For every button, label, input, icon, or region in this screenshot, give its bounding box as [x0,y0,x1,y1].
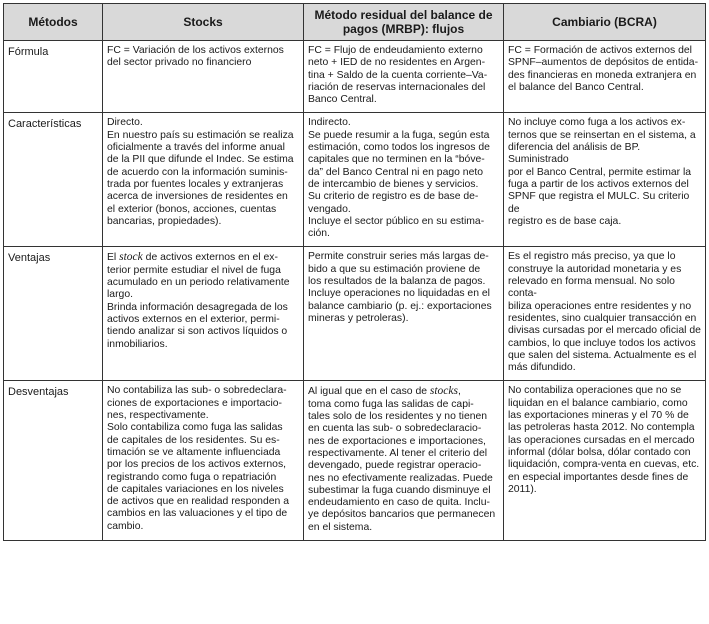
text-line [107,251,299,264]
text-line: Incluye operaciones no liquidadas en el [308,288,490,300]
text-line: en el sistema. [308,521,373,533]
text-line: tales solo de los residentes y no tienen [308,411,488,423]
table-row-desventajas [4,381,706,541]
text-line: Directo. [107,117,143,129]
text-line: de acuerdo con la información suminis- [107,166,288,178]
text-line: de activos que en realidad responden a [107,496,289,508]
text-line: Banco Central. [308,94,377,106]
text-line: nes de exportaciones e importaciones, [308,435,486,447]
text-line: las exportaciones mineras y el 70 % de [508,410,689,422]
header-stocks: Stocks [103,4,304,41]
text-line: FC = Variación de los activos externos [107,45,284,56]
text-line: Brinda información desagregada de los [107,301,288,313]
desventajas-mrbp-cell [304,381,504,541]
text-line: las petroleras hasta 2012. No contempla [508,422,695,434]
text-fragment: de activos externos en el ex- [142,252,278,264]
text-line: residentes, sino cualquier transacción en [508,312,697,324]
text-line: acumulado en un periodo relativamente [107,277,290,289]
text-line: cambios en las valuaciones y el tipo de [107,508,288,520]
text-line: balance cambiario (p. ej.: exportaciones [308,300,492,312]
text-line: oficialmente a través del informe anual [107,142,285,154]
text-line: Indirecto. [308,117,351,129]
text-line: respectivamente. Al tener el criterio del [308,447,488,459]
caracteristicas-mrbp-cell [304,113,504,247]
text-line: registrando como fuga o repatriación [107,471,277,483]
text-line: No incluye como fuga a los activos ex- [508,117,686,129]
text-line: riación de reservas internacionales del [308,81,486,93]
text-line: endeudamiento en caso de quita. Inclu- [308,497,490,509]
text-fragment: El [107,252,120,264]
text-line: cambios, lo que incluye todos los activos [508,337,696,349]
desventajas-stocks-cell [103,381,304,541]
text-line: Solo contabiliza como fuga las salidas [107,422,283,434]
text-line: No contabiliza las sub- o sobredeclara- [107,385,287,397]
text-line: de capitales de los residentes. Su es- [107,434,280,446]
row-label-caracteristicas: Características [4,113,103,247]
text-line: cambio. [107,520,144,532]
table-row-formula [4,41,706,113]
text-line: relevado en forma mensual. No solo conta- [508,276,675,300]
text-line: diferencia del análisis de BP. Suministrado [508,142,641,166]
text-line: vengado. [308,203,351,215]
italic-term: stock [119,251,143,264]
text-line: fuga a partir de los activos externos del [508,178,689,190]
formula-stocks-cell [103,41,304,113]
text-line: acerca de inversiones de residentes en [107,191,288,203]
text-line: bancarias, propiedades). [107,215,222,227]
text-line: tina + Saldo de la cuenta corriente–Va- [308,69,488,81]
text-line: de intercambio de bienes y servicios. [308,178,479,190]
text-line: en especial importantes desde fines de [508,471,689,483]
text-line: nes no efectivamente realizadas. Puede [308,472,493,484]
text-line: liquidan en el balance cambiario, como [508,397,688,409]
formula-cambiario-cell [504,41,706,113]
text-line: biliza operaciones entre residentes y no [508,300,692,312]
text-line: de capitales variaciones en los niveles [107,483,284,495]
text-line: liquidación, compra-venta en cuevas, etc. [508,459,700,471]
text-line: Su criterio de registro es de base de- [308,191,479,203]
text-line: nes, respectivamente. [107,410,209,422]
ventajas-mrbp-cell [304,247,504,381]
table-header-row [4,4,706,41]
italic-term: stocks [429,385,458,398]
text-fragment: , [458,386,461,398]
ventajas-cambiario-cell [504,247,706,381]
text-line: neto + IED de no residentes en Argen- [308,57,486,69]
ventajas-stocks-cell [103,247,304,381]
row-label-ventajas: Ventajas [4,247,103,381]
text-line: bido a que su estimación proviene de [308,263,481,275]
text-line: en cuenta las sub- o sobredeclaracio- [308,423,482,435]
row-label-formula: Fórmula [4,41,103,113]
text-line: En nuestro país su estimación se realiza [107,129,294,141]
text-line: los resultados de la balanza de pagos. [308,276,486,288]
text-line: por el Banco Central, permite estimar la [508,166,692,178]
text-line: que salen del sistema. Actualmente es el [508,349,697,361]
text-line: mineras y petroleras). [308,312,409,324]
text-fragment: Al igual que en el caso de [308,386,430,398]
text-line: divisas cursadas por el mercado oficial de [508,325,701,337]
text-line: de la PII que difunde el Indec. Se estima [107,154,294,166]
text-line: No contabiliza operaciones que no se [508,385,682,397]
header-metodos: Métodos [4,4,103,41]
text-line: 2011). [508,483,537,495]
text-line: más difundido. [508,362,576,374]
text-line: terior permite estudiar el nivel de fuga [107,264,281,276]
text-line: activos externos en el exterior, permi- [107,313,280,325]
row-label-desventajas: Desventajas [4,381,103,541]
methods-comparison-table [3,3,706,541]
text-line: toma como fuga las salidas de capi- [308,398,474,410]
text-line: Se puede resumir a la fuga, según esta [308,129,490,141]
formula-mrbp-cell [304,41,504,113]
text-line: inmobiliarios. [107,338,168,350]
text-line: subestimar la fuga cuando disminuye el [308,484,491,496]
header-cambiario: Cambiario (BCRA) [504,4,706,41]
text-line [308,385,499,398]
text-line: Incluye el sector público en su estima- [308,215,485,227]
text-line: ternos que se reinsertan en el sistema, a [508,129,696,141]
table-row-caracteristicas [4,113,706,247]
text-line: timación se ve altamente influenciada [107,446,281,458]
comparison-table-wrapper [3,3,705,541]
text-line: Es el registro más preciso, ya que lo [508,251,676,263]
text-line: registro es de base caja. [508,215,622,227]
text-line: Permite construir series más largas de- [308,251,489,263]
text-line: por los precios de los activos externos, [107,459,287,471]
text-line: ye depósitos bancarios que permanecen [308,509,496,521]
text-line: del sector privado no financiero [107,57,252,69]
text-line: FC = Flujo de endeudamiento externo [308,45,483,56]
text-line: largo. [107,289,133,301]
text-line: ción. [308,228,330,240]
text-line: capitales que no terminen en la “bóve- [308,154,485,166]
text-line: estimación, como todos los ingresos de [308,142,490,154]
text-line: da” del Banco Central ni en pago neto [308,166,484,178]
text-line: las operaciones cursadas en el mercado [508,434,695,446]
text-line: devengado, puede registrar operacio- [308,460,482,472]
caracteristicas-stocks-cell [103,113,304,247]
text-line: el balance del Banco Central. [508,81,644,93]
header-mrbp: Método residual del balance de pagos (MRBP): flujos [304,4,504,41]
text-line: SPNF que registra el MULC. Su criterio de [508,191,690,215]
text-line: FC = Formación de activos externos del [508,45,692,56]
text-line: el exterior (bonos, acciones, cuentas [107,203,277,215]
text-line: trada por fuentes locales y extranjeras [107,178,284,190]
text-line: SPNF–aumentos de depósitos de entida- [508,57,699,69]
text-line: construye la autoridad monetaria y es [508,263,682,275]
text-line: des financieras en moneda extranjera en [508,69,697,81]
desventajas-cambiario-cell [504,381,706,541]
caracteristicas-cambiario-cell [504,113,706,247]
table-row-ventajas [4,247,706,381]
text-line: informal (dólar bolsa, dólar contado con [508,446,691,458]
text-line: tiendo analizar si son activos líquidos o [107,326,288,338]
text-line: ciones de exportaciones e importacio- [107,397,283,409]
